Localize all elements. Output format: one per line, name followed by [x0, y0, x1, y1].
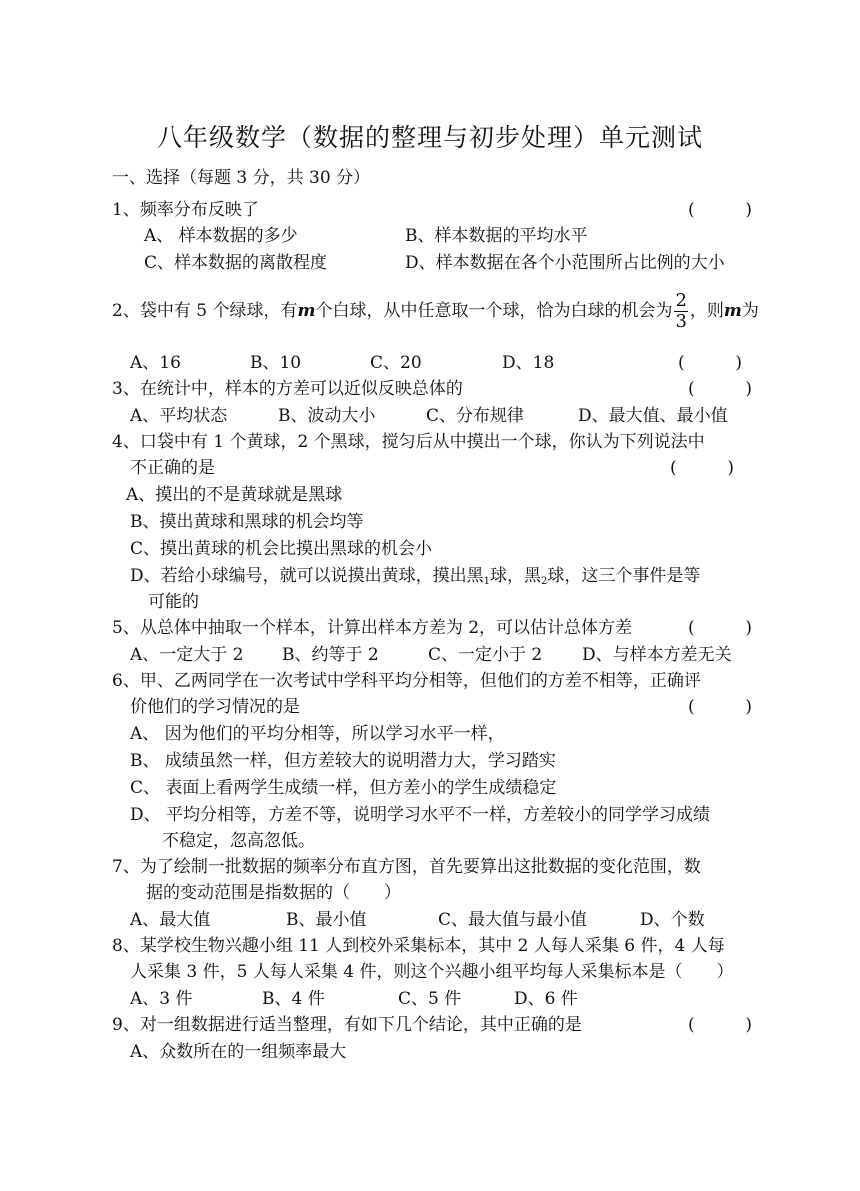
q6-option-c: C、 表面上看两学生成绩一样，但方差小的学生成绩稳定: [130, 778, 557, 798]
q6-stem-line2: 价他们的学习情况的是: [130, 697, 300, 717]
q6-stem-line1: 6、甲、乙两同学在一次考试中学科平均分相等，但他们的方差不相等，正确评: [112, 671, 701, 691]
q4-option-d-text-3: 球，这三个事件是等: [547, 566, 701, 586]
q3-stem: 3、在统计中，样本的方差可以近似反映总体的: [112, 379, 463, 399]
q6-option-b: B、 成绩虽然一样，但方差较大的说明潜力大，学习踏实: [130, 751, 556, 771]
q2-text-1: 2、袋中有 5 个绿球，有: [112, 301, 298, 321]
q1-option-a: A、 样本数据的多少: [144, 226, 298, 246]
q3-option-b: B、波动大小: [278, 406, 376, 426]
q2-option-b: B、10: [250, 353, 302, 373]
q7-stem-line1: 7、为了绘制一批数据的频率分布直方图，首先要算出这批数据的变化范围，数: [112, 857, 701, 877]
q4-option-d-line2: 可能的: [148, 592, 199, 612]
q9-option-a: A、众数所在的一组频率最大: [130, 1042, 347, 1062]
q1-option-d: D、样本数据在各个小范围所占比例的大小: [405, 253, 725, 273]
q2-fraction-denominator: 3: [675, 311, 687, 332]
q4-option-d-text-1: D、若给小球编号，就可以说摸出黄球，摸出黑: [130, 566, 484, 586]
q1-option-b: B、样本数据的平均水平: [405, 226, 588, 246]
q5-option-c: C、一定小于 2: [428, 645, 543, 665]
q6-option-a: A、 因为他们的平均分相等，所以学习水平一样，: [130, 724, 505, 744]
q5-option-d: D、与样本方差无关: [582, 645, 732, 665]
q2-text-4: 为: [741, 301, 759, 321]
q5-option-b: B、约等于 2: [282, 645, 379, 665]
q6-option-d-line2: 不稳定，忽高忽低。: [162, 831, 315, 851]
q9-stem: 9、对一组数据进行适当整理，有如下几个结论，其中正确的是: [112, 1015, 582, 1035]
q5-option-a: A、一定大于 2: [130, 645, 244, 665]
q4-stem-line1: 4、口袋中有 1 个黄球，2 个黑球，搅匀后从中摸出一个球，你认为下列说法中: [112, 432, 705, 452]
q4-option-b: B、摸出黄球和黑球的机会均等: [130, 512, 364, 532]
q2-option-c: C、20: [370, 353, 422, 373]
q7-option-b: B、最小值: [286, 910, 367, 930]
q4-option-c: C、摸出黄球的机会比摸出黑球的机会小: [130, 539, 433, 559]
q8-option-b: B、4 件: [262, 989, 325, 1009]
q6-option-d: D、 平均分相等，方差不等，说明学习水平不一样，方差较小的同学学习成绩: [130, 805, 711, 825]
q1-option-c: C、样本数据的离散程度: [144, 253, 328, 273]
q3-option-c: C、分布规律: [426, 406, 525, 426]
q3-option-d: D、最大值、最小值: [578, 406, 728, 426]
q4-stem-line2: 不正确的是: [130, 458, 215, 478]
q2-text-2: 个白球，从中任意取一个球，恰为白球的机会为: [315, 301, 673, 321]
q2-variable-m: m: [297, 301, 316, 321]
q7-stem-line2: 据的变动范围是指数据的（ ）: [146, 883, 401, 903]
q2-option-d: D、18: [502, 353, 555, 373]
q8-stem-line1: 8、某学校生物兴趣小组 11 人到校外采集标本，其中 2 人每人采集 6 件，4 人每: [112, 936, 725, 956]
q7-option-a: A、最大值: [130, 910, 211, 930]
q4-subscript-2: 2: [541, 576, 548, 587]
q8-option-a: A、3 件: [130, 989, 193, 1009]
q4-subscript-1: 1: [483, 576, 491, 587]
q4-option-d: [130, 564, 700, 594]
q2-option-a: A、16: [130, 353, 181, 373]
section-heading: 一、选择（每题 3 分，共 30 分）: [112, 168, 371, 188]
q7-option-d: D、个数: [640, 910, 705, 930]
q8-option-d: D、6 件: [514, 989, 578, 1009]
q1-stem: 1、频率分布反映了: [112, 200, 259, 220]
q8-option-c: C、5 件: [398, 989, 462, 1009]
q8-stem-line2: 人采集 3 件，5 人每人采集 4 件，则这个兴趣小组平均每人采集标本是（ ）: [130, 962, 734, 982]
q4-option-a: A、摸出的不是黄球就是黑球: [126, 485, 343, 505]
q2-variable-m-2: m: [723, 301, 742, 321]
q4-option-d-text-2: 球，黑: [490, 566, 542, 586]
page-title: 八年级数学（数据的整理与初步处理）单元测试: [156, 123, 703, 152]
q2-text-3: ，则: [689, 301, 724, 321]
q2-fraction-numerator: 2: [675, 290, 687, 311]
q7-option-c: C、最大值与最小值: [438, 910, 588, 930]
q2-stem: [112, 290, 759, 332]
q3-option-a: A、平均状态: [130, 406, 228, 426]
q2-fraction: [674, 291, 687, 332]
q5-stem: 5、从总体中抽取一个样本，计算出样本方差为 2，可以估计总体方差: [112, 618, 633, 638]
